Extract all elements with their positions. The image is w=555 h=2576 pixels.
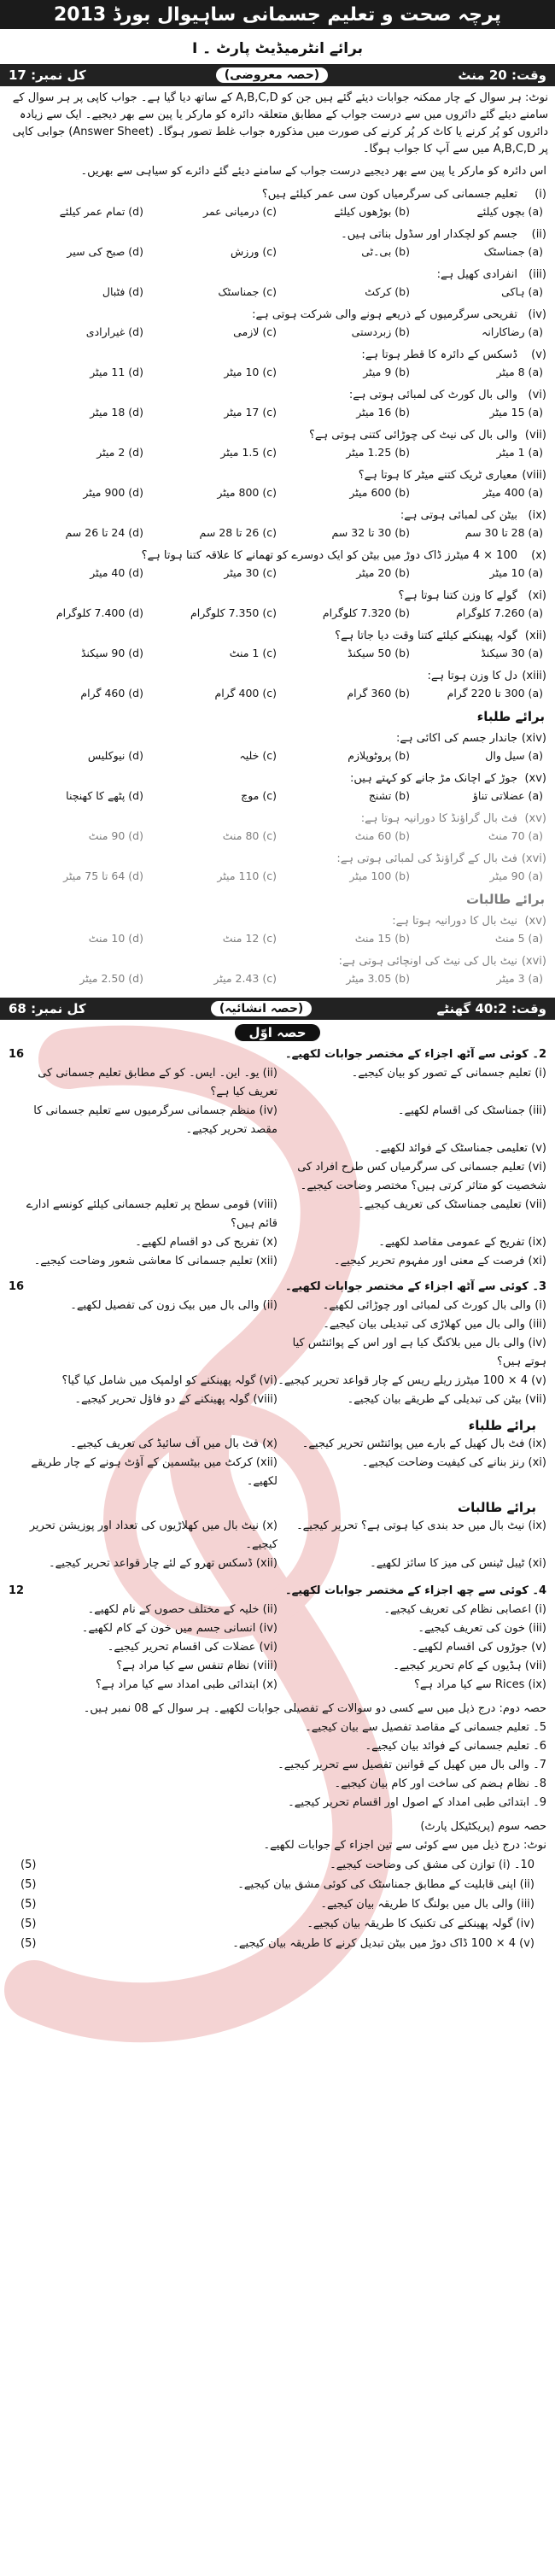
mcq-number: (xv) [524,812,546,825]
question-row [9,1252,546,1271]
mcq-question [0,465,555,501]
practical-item [20,1894,535,1914]
mcq-options [7,645,546,662]
mcq-option: (a) 400 میٹر [482,486,543,499]
mcq-question [0,546,555,582]
short-question: (i) تعلیم جسمانی کے تصور کو بیان کیجیے۔ [351,1067,546,1080]
girls-label: برائے طالبات [466,892,545,907]
mcq-number: (vii) [524,429,546,442]
q3-girls-label: برائے طالبات [458,1500,536,1515]
mcq-question [0,345,555,381]
mcq-option: (d) 64 تا 75 میٹر [63,869,143,882]
mcq-number: (iii) [529,268,546,281]
short-question [9,1139,278,1158]
short-question: (x) ابتدائی طبی امداد سے کیا مراد ہے؟ [96,1678,278,1691]
mcq-option: (a) 90 میٹر [489,869,543,882]
class-subtitle: برائے انٹرمیڈیٹ پارٹ ۔ I [191,40,364,57]
mcq-option: (c) 110 میٹر [217,869,277,882]
mcq-option: (c) لازمی [233,325,277,338]
short-question: (v) جوڑوں کی اقسام لکھیے۔ [412,1641,546,1654]
practical-text: (v) 100 × 4 ڈاک دوڑ میں بیٹن تبدیل کرنے کا طریقہ بیان کیجیے۔ [232,1937,535,1950]
mcq-options [7,970,546,987]
mcq-option: (c) 10 میٹر [224,366,277,378]
mcq-option: (b) 1.25 میٹر [346,446,410,459]
mcq-option: (c) 1.5 میٹر [220,446,277,459]
mcq-option: (d) 11 میٹر [90,366,143,378]
q3-marks: 16 [9,1280,25,1293]
subjective-time: وقت: 40:2 گھنٹے [436,1001,546,1016]
mcq-option: (d) 10 منٹ [88,932,143,945]
mcq-option: (b) 7.320 کلوگرام [322,606,410,619]
mcq-option: (d) 2.50 میٹر [79,972,143,985]
part-one-label: حصہ اوّل [235,1024,319,1041]
mcq-question [0,911,555,947]
mcq-text: گولے کا وزن کتنا ہوتا ہے؟ [398,589,517,602]
mcq-question [0,184,555,220]
question-row [9,1517,546,1554]
mcq-options [7,787,546,805]
mcq-stem [7,811,546,828]
short-question: (xii) ڈسکس تھرو کے لئے چار قواعد تحریر کیجیے۔ [49,1557,278,1570]
mcq-option: (c) 12 منٹ [222,932,277,945]
mcq-stem [7,387,546,404]
mcq-options [7,868,546,885]
short-question [9,1158,278,1196]
mcq-option: (c) 1 منٹ [229,647,277,659]
mcq-options [7,747,546,764]
q3-items [9,1297,546,1409]
short-question: (xi) فرصت کے معنی اور مفہوم تحریر کیجیے۔ [333,1255,546,1268]
question-3 [0,1278,555,1573]
mcq-number: (xvi) [521,955,546,968]
mcq-text: بیٹن کی لمبائی ہوتی ہے: [400,509,517,522]
mcq-option: (c) موچ [241,789,277,802]
short-question: (vii) تعلیمی جمناسٹک کی تعریف کیجیے۔ [358,1198,546,1211]
question-row [9,1657,546,1676]
question-row [9,1601,546,1619]
short-question: (i) اعصابی نظام کی تعریف کیجیے۔ [383,1603,546,1616]
mcq-option: (b) 9 میٹر [363,366,410,378]
mcq-text: جاندار جسم کی اکائی ہے: [396,732,517,745]
mcq-option: (a) 1 میٹر [496,446,543,459]
question-row [9,1638,546,1657]
mcq-option: (b) پروٹوپلازم [348,749,410,762]
question-4 [0,1582,555,1695]
mcq-number: (ix) [528,509,546,522]
question-row [9,1435,546,1454]
q3-boys-items [9,1435,546,1491]
section-label: (حصہ معروضی) [216,67,328,83]
mcq-options [7,284,546,301]
mcq-option: (d) 460 گرام [80,687,143,700]
mcq-option: (b) کرکٹ [365,285,410,298]
practical-item [20,1914,535,1934]
mcq-text: فٹ بال کے گراؤنڈ کی لمبائی ہوتی ہے: [336,852,517,865]
mcq-option: (b) 360 گرام [347,687,410,700]
mcq-stem [7,730,546,747]
mcq-text: دل کا وزن ہوتا ہے: [427,670,517,682]
mcq-stem [7,770,546,787]
mcq-question [0,506,555,542]
mcq-option: (c) درمیانی عمر [203,205,277,218]
mcq-option: (d) 900 میٹر [83,486,143,499]
mcq-option: (c) 800 میٹر [217,486,277,499]
mcq-option: (b) 30 تا 32 سم [331,526,410,539]
mcq-option: (c) 7.350 کلوگرام [190,606,277,619]
short-question: (xi) ٹیبل ٹینس کی میز کا سائز لکھیے۔ [370,1557,546,1570]
mcq-question [0,626,555,662]
mcq-text: تعلیم جسمانی کی سرگرمیاں کون سی عمر کیلئے ہیں؟ [261,188,517,201]
short-question: (ix) فٹ بال کھیل کے بارے میں پوائنٹس تحریر کیجیے۔ [301,1437,546,1450]
question-row [9,1315,546,1334]
mcq-stem [7,851,546,868]
mcq-question [0,809,555,845]
short-question: (viii) قومی سطح پر تعلیم جسمانی کیلئے کونسے ادارے قائم ہیں؟ [26,1198,278,1230]
part-two [0,1700,555,1812]
mcq-text: جسم کو لچکدار اور سڈول بناتی ہیں۔ [341,228,517,241]
practical-marks: (5) [20,1937,37,1950]
mcq-option: (d) 40 میٹر [90,566,143,579]
short-question: (vi) گولہ پھینکنے کو اولمپک میں شامل کیا گیا؟ [61,1374,278,1387]
paper-title: پرچہ صحت و تعلیم جسمانی ساہیوال بورڈ 2013 [0,0,555,29]
mcq-options [7,828,546,845]
question-row [9,1064,546,1102]
mcq-option: (d) 90 سیکنڈ [80,647,143,659]
mcq-options [7,484,546,501]
mcq-option: (b) 3.05 میٹر [346,972,410,985]
mcq-text: گولہ پھینکنے کیلئے کتنا وقت دیا جاتا ہے؟ [335,629,517,642]
mcq-option: (a) 5 منٹ [494,932,543,945]
mcq-stem [7,226,546,243]
mcq-options [7,565,546,582]
mcq-option: (b) 16 میٹر [356,406,410,419]
mcq-stem [7,427,546,444]
mcq-stem [7,913,546,930]
mcq-stem [7,953,546,970]
mcq-number: (ii) [531,228,546,241]
part-three-items [9,1855,546,1953]
question-row [9,1102,546,1139]
mcq-number: (v) [531,348,546,361]
mcq-number: (xv) [524,915,546,928]
mcq-options [7,524,546,542]
question-2 [0,1045,555,1271]
mcq-options [7,930,546,947]
mcq-option: (a) 70 منٹ [488,829,543,842]
mcq-number: (xiv) [521,732,546,745]
practical-marks: (5) [20,1859,37,1871]
mcq-options [7,685,546,702]
mcq-text: نیٹ بال کا دورانیہ ہوتا ہے: [392,915,517,928]
mcq-number: (xv) [524,772,546,785]
short-question: (ix) نیٹ بال میں حد بندی کیا ہوتی ہے؟ تحریر کیجیے۔ [296,1519,546,1532]
mcq-question [0,385,555,421]
practical-text: (iv) گولہ پھینکنے کی تکنیک کا طریقہ بیان کیجیے۔ [307,1917,535,1930]
mcq-option: (a) 300 تا 220 گرام [447,687,543,700]
mcq-question [0,849,555,885]
subjective-section: (حصہ انشائیہ) [211,1001,313,1016]
mcq-question [0,769,555,805]
mcq-question [0,305,555,341]
mcq-option: (b) بوڑھوں کیلئے [334,205,410,218]
short-question: (xii) کرکٹ میں بیٹسمین کے آؤٹ ہونے کے چار طریقے لکھیے۔ [31,1456,278,1488]
mcq-option: (c) 80 منٹ [222,829,277,842]
mcq-options [7,605,546,622]
mcq-question [0,586,555,622]
short-question: (xii) تعلیم جسمانی کا معاشی شعور وضاحت کیجیے۔ [33,1255,278,1268]
mcq-options [7,364,546,381]
mcq-option: (a) 7.260 کلوگرام [456,606,543,619]
mcq-text: 100 × 4 میٹرز ڈاک دوڑ میں بیٹن کو ایک دوسرے کو تھمانے کا علاقہ کتنا ہوتا ہے؟ [141,549,517,562]
mcq-options [7,203,546,220]
short-question: (iv) والی بال میں بلاکنگ کیا ہے اور اس کے پوائنٹس کیا ہوتے ہیں؟ [292,1337,546,1368]
mcq-option: (d) 90 منٹ [88,829,143,842]
mcq-girls-list [0,911,555,987]
mcq-stem [7,467,546,484]
mcq-number: (iv) [528,308,546,321]
mcq-text: انفرادی کھیل ہے: [436,268,517,281]
short-question: (x) نیٹ بال میں کھلاڑیوں کی تعداد اور پوزیشن تحریر کیجیے۔ [29,1519,278,1551]
short-question: (ix) تفریح کے عمومی مقاصد لکھیے۔ [378,1236,546,1249]
long-question: 8۔ نظام ہضم کی ساخت اور کام بیان کیجیے۔ [334,1777,546,1790]
mcq-options [7,444,546,461]
part-two-items [9,1718,546,1812]
short-question: (iv) منظم جسمانی سرگرمیوں سے تعلیم جسمانی کا مقصد تحریر کیجیے۔ [33,1104,278,1136]
practical-text: 10۔ (i) توازن کی مشق کی وضاحت کیجیے۔ [330,1859,535,1871]
q4-items [9,1601,546,1695]
short-question: (iii) جمناسٹک کی اقسام لکھیے۔ [397,1104,546,1117]
mcq-option: (a) 8 میٹر [496,366,543,378]
mcq-option: (d) 18 میٹر [90,406,143,419]
question-row [9,1139,546,1158]
mcq-option: (c) 400 گرام [214,687,277,700]
mcq-question [0,225,555,261]
short-question [9,1315,278,1334]
short-question: (vi) عضلات کی اقسام تحریر کیجیے۔ [107,1641,278,1654]
instructions-note: نوٹ: ہر سوال کے چار ممکنہ جوابات دیئے گئے ہیں جن کو A,B,C,D کے ساتھ دیا گیا ہے۔ جواب کاپی پر ہر سوال کے سامنے دیئے گئے دائروں میں سے درست جواب کے مطابق متعلقہ دائرہ کو مارکر یا پین سے بھر دیجیے۔ ایک سے زیادہ دائروں کو پُر کرنے یا کاٹ کر پُر کرنے کی صورت میں مذکورہ جواب غلط تصور ہوگا۔ (Answer Sheet) جوابی کاپی پر A,B,C,D میں سے آپ کا جواب ہوگا۔ [12,91,548,155]
long-question: 7۔ والی بال میں کھیل کے قوانین تفصیل سے تحریر کیجیے۔ [278,1759,546,1771]
mcq-option: (d) نیوکلیس [87,749,143,762]
mcq-option: (d) 2 میٹر [96,446,143,459]
mcq-option: (a) بچوں کیلئے [476,205,543,218]
mcq-option: (c) جمناسٹک [218,285,277,298]
q3-stem: 3۔ کوئی سے آٹھ اجزاء کے مختصر جوابات لکھیے۔ [285,1280,546,1293]
question-row [9,1390,546,1409]
mcq-intro: اس دائرہ کو مارکر یا پین سے بھر دیجیے درست جواب کے سامنے دیئے گئے دائرے کو سیاہی سے بھریں۔ [80,165,546,178]
q3-boys-label: برائے طلباء [468,1418,536,1433]
q2-stem: 2۔ کوئی سے آٹھ اجزاء کے مختصر جوابات لکھیے۔ [285,1048,546,1061]
mcq-option: (a) ہاکی [501,285,543,298]
question-row [9,1297,546,1315]
question-row [9,1619,546,1638]
q2-items [9,1064,546,1271]
mcq-faded-list [0,809,555,885]
mcq-option: (d) تمام عمر کیلئے [59,205,143,218]
mcq-text: ڈسکس کے دائرہ کا قطر ہوتا ہے: [361,348,517,361]
mcq-option: (a) 30 سیکنڈ [481,647,543,659]
mcq-option: (b) 60 منٹ [354,829,410,842]
part-three-stem: نوٹ: درج ذیل میں سے کوئی سے تین اجزاء کے جوابات لکھیے۔ [263,1839,546,1852]
mcq-option: (c) خلیہ [239,749,277,762]
subjective-total: کل نمبر: 68 [9,1001,86,1016]
subjective-info-bar [0,998,555,1020]
mcq-list [0,184,555,702]
mcq-number: (x) [531,549,546,562]
mcq-option: (b) 50 سیکنڈ [347,647,410,659]
mcq-option: (a) جمناسٹک [483,245,543,258]
mcq-stem [7,507,546,524]
short-question: (ii) والی بال میں بیک زون کی تفصیل لکھیے۔ [70,1299,278,1312]
short-question: (viii) نظام تنفس سے کیا مراد ہے؟ [116,1660,278,1672]
short-question: (xi) رنز بنانے کی کیفیت وضاحت کیجیے۔ [361,1456,546,1469]
mcq-text: فٹ بال گراؤنڈ کا دورانیہ ہوتا ہے: [360,812,517,825]
mcq-option: (d) غیرارادی [85,325,143,338]
boys-label: برائے طلباء [476,709,545,724]
mcq-options [7,404,546,421]
mcq-number: (xiii) [522,670,546,682]
mcq-option: (b) 15 منٹ [354,932,410,945]
question-row [9,1554,546,1573]
practical-item [20,1855,535,1875]
short-question: (vii) بیٹن کی تبدیلی کے طریقے بیان کیجیے۔ [347,1393,546,1406]
short-question: (vii) ہڈیوں کے کام تحریر کیجیے۔ [393,1660,546,1672]
mcq-text: تفریحی سرگرمیوں کے ذریعے ہونے والی شرکت ہوتی ہے: [252,308,517,321]
mcq-option: (a) سیل وال [485,749,543,762]
short-question: (x) تفریح کی دو اقسام لکھیے۔ [135,1236,278,1249]
mcq-option: (a) 15 میٹر [489,406,543,419]
short-question: (v) 100 × 4 میٹرز ریلے ریس کے چار قواعد تحریر کیجیے۔ [278,1374,546,1387]
mcq-number: (xi) [528,589,546,602]
mcq-number: (i) [535,188,546,201]
q2-marks: 16 [9,1048,25,1061]
short-question: (iii) والی بال میں کھلاڑی کی تبدیلی بیان کیجیے۔ [323,1318,546,1331]
long-question: 6۔ تعلیم جسمانی کے فوائد بیان کیجیے۔ [365,1740,546,1753]
mcq-option: (b) 20 میٹر [356,566,410,579]
mcq-stem [7,588,546,605]
question-row [9,1158,546,1196]
practical-item [20,1875,535,1894]
mcq-option: (a) عضلاتی تناؤ [472,789,543,802]
short-question: (ix) Rices سے کیا مراد ہے؟ [414,1678,546,1691]
mcq-option: (b) زبردستی [351,325,410,338]
girls-faded-block [0,809,555,987]
part-two-heading: حصہ دوم: درج ذیل میں سے کسی دو سوالات کے تفصیلی جوابات لکھیے۔ ہر سوال کے 08 نمبر ہیں۔ [83,1702,546,1715]
mcq-option: (c) 26 تا 28 سم [199,526,277,539]
mcq-option: (c) ورزش [231,245,277,258]
mcq-option: (b) 100 میٹر [349,869,410,882]
mcq-stem [7,668,546,685]
time-label: وقت: 20 منٹ [458,67,546,83]
mcq-option: (a) 28 تا 30 سم [464,526,543,539]
mcq-text: والی بال کورٹ کی لمبائی ہوتی ہے: [348,389,517,401]
mcq-question [0,951,555,987]
mcq-option: (d) پٹھے کا کھنچنا [66,789,143,802]
short-question: (i) والی بال کورٹ کی لمبائی اور چوڑائی لکھیے۔ [322,1299,546,1312]
mcq-stem [7,628,546,645]
long-question: 9۔ ابتدائی طبی امداد کے اصول اور اقسام تحریر کیجیے۔ [288,1796,546,1809]
mcq-boys-list [0,729,555,805]
mcq-stem [7,347,546,364]
mcq-number: (viii) [522,469,546,482]
mcq-option: (b) 600 میٹر [349,486,410,499]
question-row [9,1372,546,1390]
q4-stem: 4۔ کوئی سے چھ اجزاء کے مختصر جوابات لکھیے۔ [284,1584,546,1597]
mcq-question [0,729,555,764]
short-question [9,1334,278,1372]
short-question: (v) تعلیمی جمناسٹک کے فوائد لکھیے۔ [374,1142,546,1155]
mcq-option: (a) 3 میٹر [496,972,543,985]
mcq-option: (d) صبح کی سیر [67,245,143,258]
practical-marks: (5) [20,1917,37,1930]
mcq-text: نیٹ بال کی نیٹ کی اونچائی ہوتی ہے: [338,955,517,968]
mcq-question [0,666,555,702]
mcq-option: (b) بی۔ٹی [361,245,410,258]
mcq-option: (b) تشنج [368,789,410,802]
mcq-option: (d) 7.400 کلوگرام [56,606,143,619]
part-one-heading [0,1025,555,1040]
objective-info-bar [0,64,555,86]
mcq-text: جوڑ کے اچانک مڑ جانے کو کہتے ہیں: [349,772,517,785]
practical-marks: (5) [20,1898,37,1911]
mcq-options [7,243,546,261]
mcq-option: (a) رضاکارانہ [482,325,543,338]
mcq-stem [7,266,546,284]
mcq-options [7,324,546,341]
mcq-option: (d) 24 تا 26 سم [65,526,143,539]
question-row [9,1334,546,1372]
question-row [9,1676,546,1695]
mcq-stem [7,547,546,565]
short-question: (ii) خلیہ کے مختلف حصوں کے نام لکھیے۔ [87,1603,278,1616]
q4-marks: 12 [9,1584,25,1597]
mcq-stem [7,307,546,324]
short-question: (x) فٹ بال میں آف سائیڈ کی تعریف کیجیے۔ [70,1437,278,1450]
question-row [9,1454,546,1491]
mcq-text: معیاری ٹریک کتنے میٹر کا ہوتا ہے؟ [358,469,517,482]
q3-girls-items [9,1517,546,1573]
mcq-number: (vi) [528,389,546,401]
short-question: (iii) خون کی تعریف کیجیے۔ [418,1622,546,1635]
practical-text: (iii) والی بال میں بولنگ کا طریقہ بیان کیجیے۔ [320,1898,535,1911]
mcq-number: (xii) [524,629,546,642]
mcq-option: (a) 10 میٹر [489,566,543,579]
question-row [9,1196,546,1233]
mcq-option: (c) 17 میٹر [224,406,277,419]
total-marks: کل نمبر: 17 [9,67,86,83]
practical-item [20,1934,535,1953]
mcq-text: والی بال کی نیٹ کی چوڑائی کتنی ہوتی ہے؟ [308,429,517,442]
mcq-option: (c) 2.43 میٹر [213,972,277,985]
mcq-option: (c) 30 میٹر [224,566,277,579]
mcq-option: (d) فٹبال [102,285,143,298]
long-question: 5۔ تعلیم جسمانی کے مقاصد تفصیل سے بیان کیجیے۔ [305,1721,546,1734]
short-question: (viii) گولہ پھینکنے کے دو فاؤل تحریر کیجیے۔ [74,1393,278,1406]
mcq-number: (xvi) [521,852,546,865]
short-question: (ii) یو۔ این۔ ایس۔ کو کے مطابق تعلیم جسمانی کی تعریف کیا ہے؟ [38,1067,278,1098]
short-question: (iv) انسانی جسم میں خون کے کام لکھیے۔ [81,1622,278,1635]
practical-marks: (5) [20,1878,37,1891]
question-row [9,1233,546,1252]
part-three-heading: حصہ سوم (پریکٹیکل پارٹ) [420,1820,546,1833]
practical-text: (ii) اپنی قابلیت کے مطابق جمناسٹک کی کوئی مشق بیان کیجیے۔ [237,1878,535,1891]
short-question: (vi) تعلیم جسمانی کی سرگرمیاں کس طرح افراد کی شخصیت کو متاثر کرتی ہیں؟ مختصر وضاحت کیجیے۔ [297,1161,546,1192]
mcq-stem [7,186,546,203]
part-three [0,1818,555,1953]
mcq-question [0,425,555,461]
mcq-question [0,265,555,301]
